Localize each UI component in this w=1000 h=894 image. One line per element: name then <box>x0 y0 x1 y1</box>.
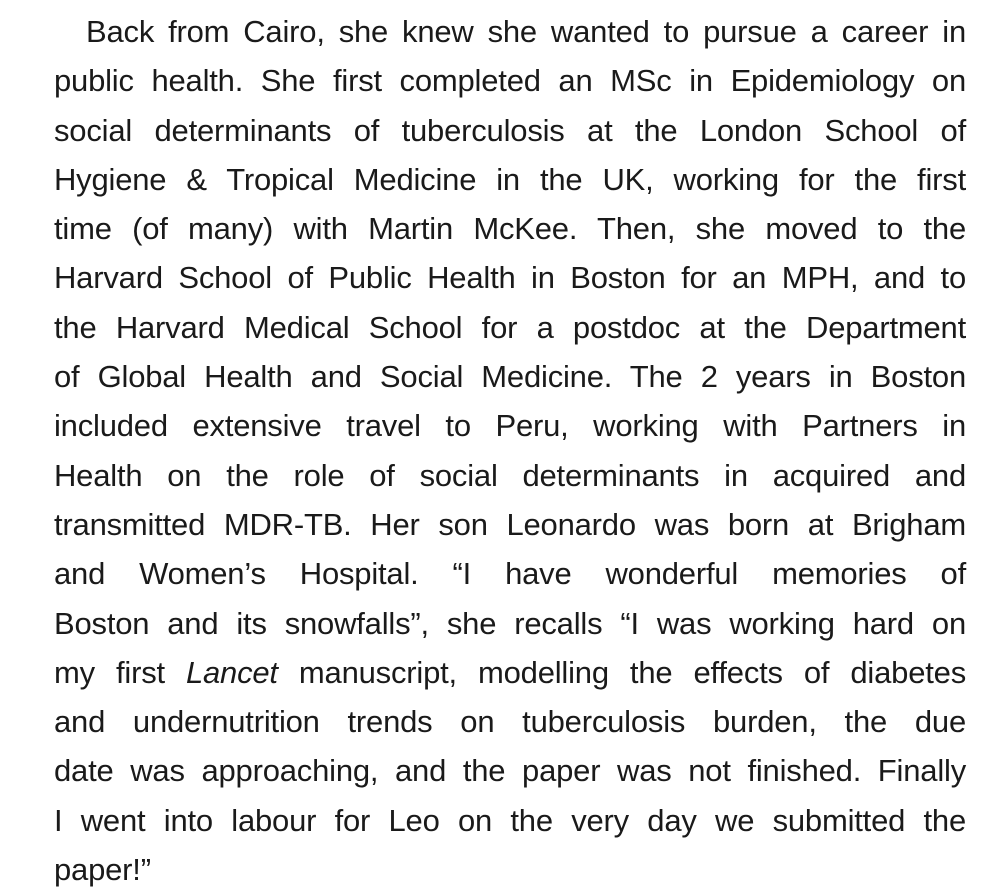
text-line-18: paper!” <box>54 852 151 888</box>
text-line-16: date was approaching, and the paper was not finished. Finally <box>54 753 966 789</box>
journal-name: Lancet <box>185 654 278 690</box>
text-line-14 <box>54 648 966 697</box>
text-line-10: Health on the role of social determinants in acquired and <box>54 457 966 493</box>
text-line-2: public health. She first completed an MSc in Epidemiology on <box>54 63 966 99</box>
text-line-6: Harvard School of Public Health in Boston for an MPH, and to <box>54 260 966 296</box>
text-line-7: the Harvard Medical School for a postdoc at the Department <box>54 309 966 345</box>
text-line-5: time (of many) with Martin McKee. Then, she moved to the <box>54 211 966 247</box>
text-line-3: social determinants of tuberculosis at the London School of <box>54 112 966 148</box>
text-line-1: Back from Cairo, she knew she wanted to pursue a career in <box>86 14 966 49</box>
text-line-13: Boston and its snowfalls”, she recalls “I was working hard on <box>54 605 966 641</box>
text-line-15: and undernutrition trends on tuberculosis burden, the due <box>54 704 966 740</box>
text-segment: manuscript, modelling the effects of diabetes <box>277 654 966 690</box>
article-body <box>54 7 966 894</box>
text-line-12: and Women’s Hospital. “I have wonderful memories of <box>54 556 966 592</box>
text-line-8: of Global Health and Social Medicine. The 2 years in Boston <box>54 359 966 395</box>
text-segment: my first <box>54 654 186 690</box>
text-line-17: I went into labour for Leo on the very day we submitted the <box>54 802 966 838</box>
text-line-9: included extensive travel to Peru, working with Partners in <box>54 408 966 444</box>
text-line-4: Hygiene & Tropical Medicine in the UK, working for the first <box>54 161 966 197</box>
text-line-11: transmitted MDR-TB. Her son Leonardo was born at Brigham <box>54 506 966 542</box>
